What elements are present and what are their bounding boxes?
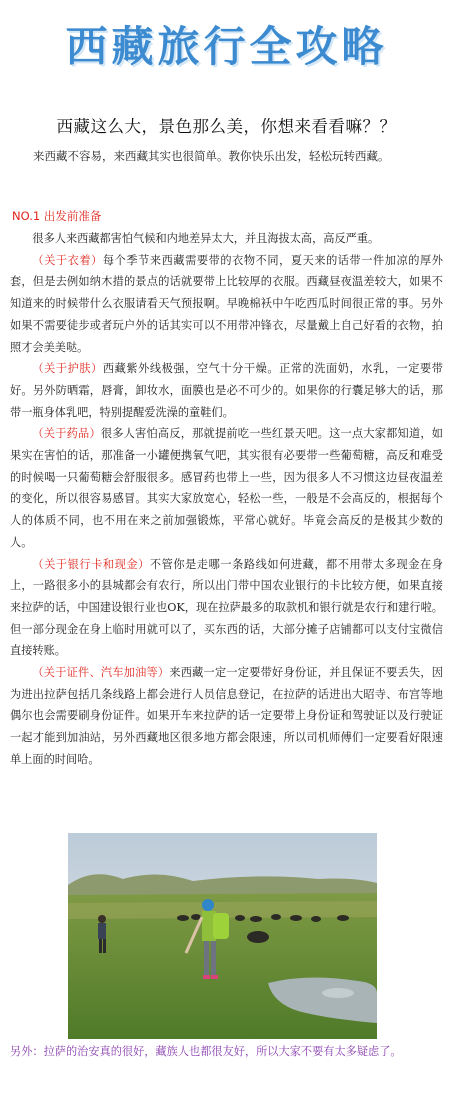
subtitle: 西藏这么大，景色那么美，你想来看看嘛？？ <box>56 117 397 136</box>
documents-paragraph <box>10 662 443 771</box>
skincare-text: 西藏紫外线极强，空气十分干燥。正常的洗面奶，水乳，一定要带好。另外防晒霜，唇膏，卸妆水，面膜也是必不可少的。如果你的行囊足够大的话，那带一瓶身体乳吧，特别提醒爱洗澡的童鞋们。 <box>10 362 443 419</box>
article-body <box>10 228 443 771</box>
section-heading: NO.1 出发前准备 <box>12 209 102 223</box>
banner-title: 西藏旅行全攻略 <box>65 22 388 71</box>
intro-paragraph: 来西藏不容易，来西藏其实也很简单。教你快乐出发，轻松玩转西藏。 <box>33 149 390 163</box>
medicine-text: 很多人害怕高反，那就提前吃一些红景天吧。这一点大家都知道，如果实在害怕的话，那准备一小罐便携氧气吧，其实很有必要带一些葡萄糖，高反和难受的时候喝一只葡萄糖会舒服很多。感冒药也带上一些，因为很多人不习惯这边昼夜温差的变化，所以很容易感冒。其实大家放宽心，轻松一些，一般是不会高反的，根据每个人的体质不同，也不用在来之前加强锻炼，平常心就好。毕竟会高反的是极其少数的人。 <box>10 427 443 549</box>
skincare-paragraph <box>10 358 443 423</box>
lead-paragraph: 很多人来西藏都害怕气候和内地差异太大，并且海拔太高，高反严重。 <box>32 232 380 245</box>
clothing-paragraph <box>10 250 443 359</box>
money-tag: （关于银行卡和现金） <box>32 557 150 571</box>
medicine-paragraph <box>10 423 443 553</box>
money-paragraph <box>10 554 443 663</box>
documents-text: 来西藏一定一定要带好身份证，并且保证不要丢失，因为进出拉萨包括几条线路上都会进行人员信息登记，在拉萨的话进出大昭寺、布宫等地偶尔也会需要刷身份证件。如果开车来拉萨的话一定要带上身份证和驾驶证以及行驶证一起才能到加油站，另外西藏地区很多地方都会限速，所以司机师傅们一定要看好限速单上面的时间哈。 <box>10 666 443 766</box>
landscape-photo <box>68 833 377 1039</box>
footnote: 另外：拉萨的治安真的很好，藏族人也都很友好，所以大家不要有太多疑虑了。 <box>10 1045 402 1058</box>
clothing-tag: （关于衣着） <box>32 253 103 267</box>
documents-tag: （关于证件、汽车加油等） <box>32 666 170 680</box>
header-banner <box>0 0 453 95</box>
skincare-tag: （关于护肤） <box>32 362 103 376</box>
clothing-text: 每个季节来西藏需要带的衣物不同，夏天来的话带一件加凉的厚外套，但是去例如纳木措的景点的话就要带上比较厚的衣服。西藏昼夜温差较大，如果不知道来的时候带什么衣服请看天气预报啊。早晚棉袄中午吃西瓜时间很正常的事。另外如果不需要徒步或者玩户外的话其实可以不用带冲锋衣，尽量戴上自己好看的衣物，拍照才会美美哒。 <box>10 253 443 354</box>
medicine-tag: （关于药品） <box>32 427 101 441</box>
money-text: 不管你是走哪一条路线如何进藏，都不用带太多现金在身上，一路很多小的县城都会有农行，所以出门带中国农业银行的卡比较方便，如果直接来拉萨的话，中国建设银行业也OK，现在拉萨最多的取款机和银行就是农行和建行啦。但一部分现金在身上临时用就可以了，买东西的话，大部分摊子店铺都可以支付宝微信直接转账。 <box>10 557 443 658</box>
